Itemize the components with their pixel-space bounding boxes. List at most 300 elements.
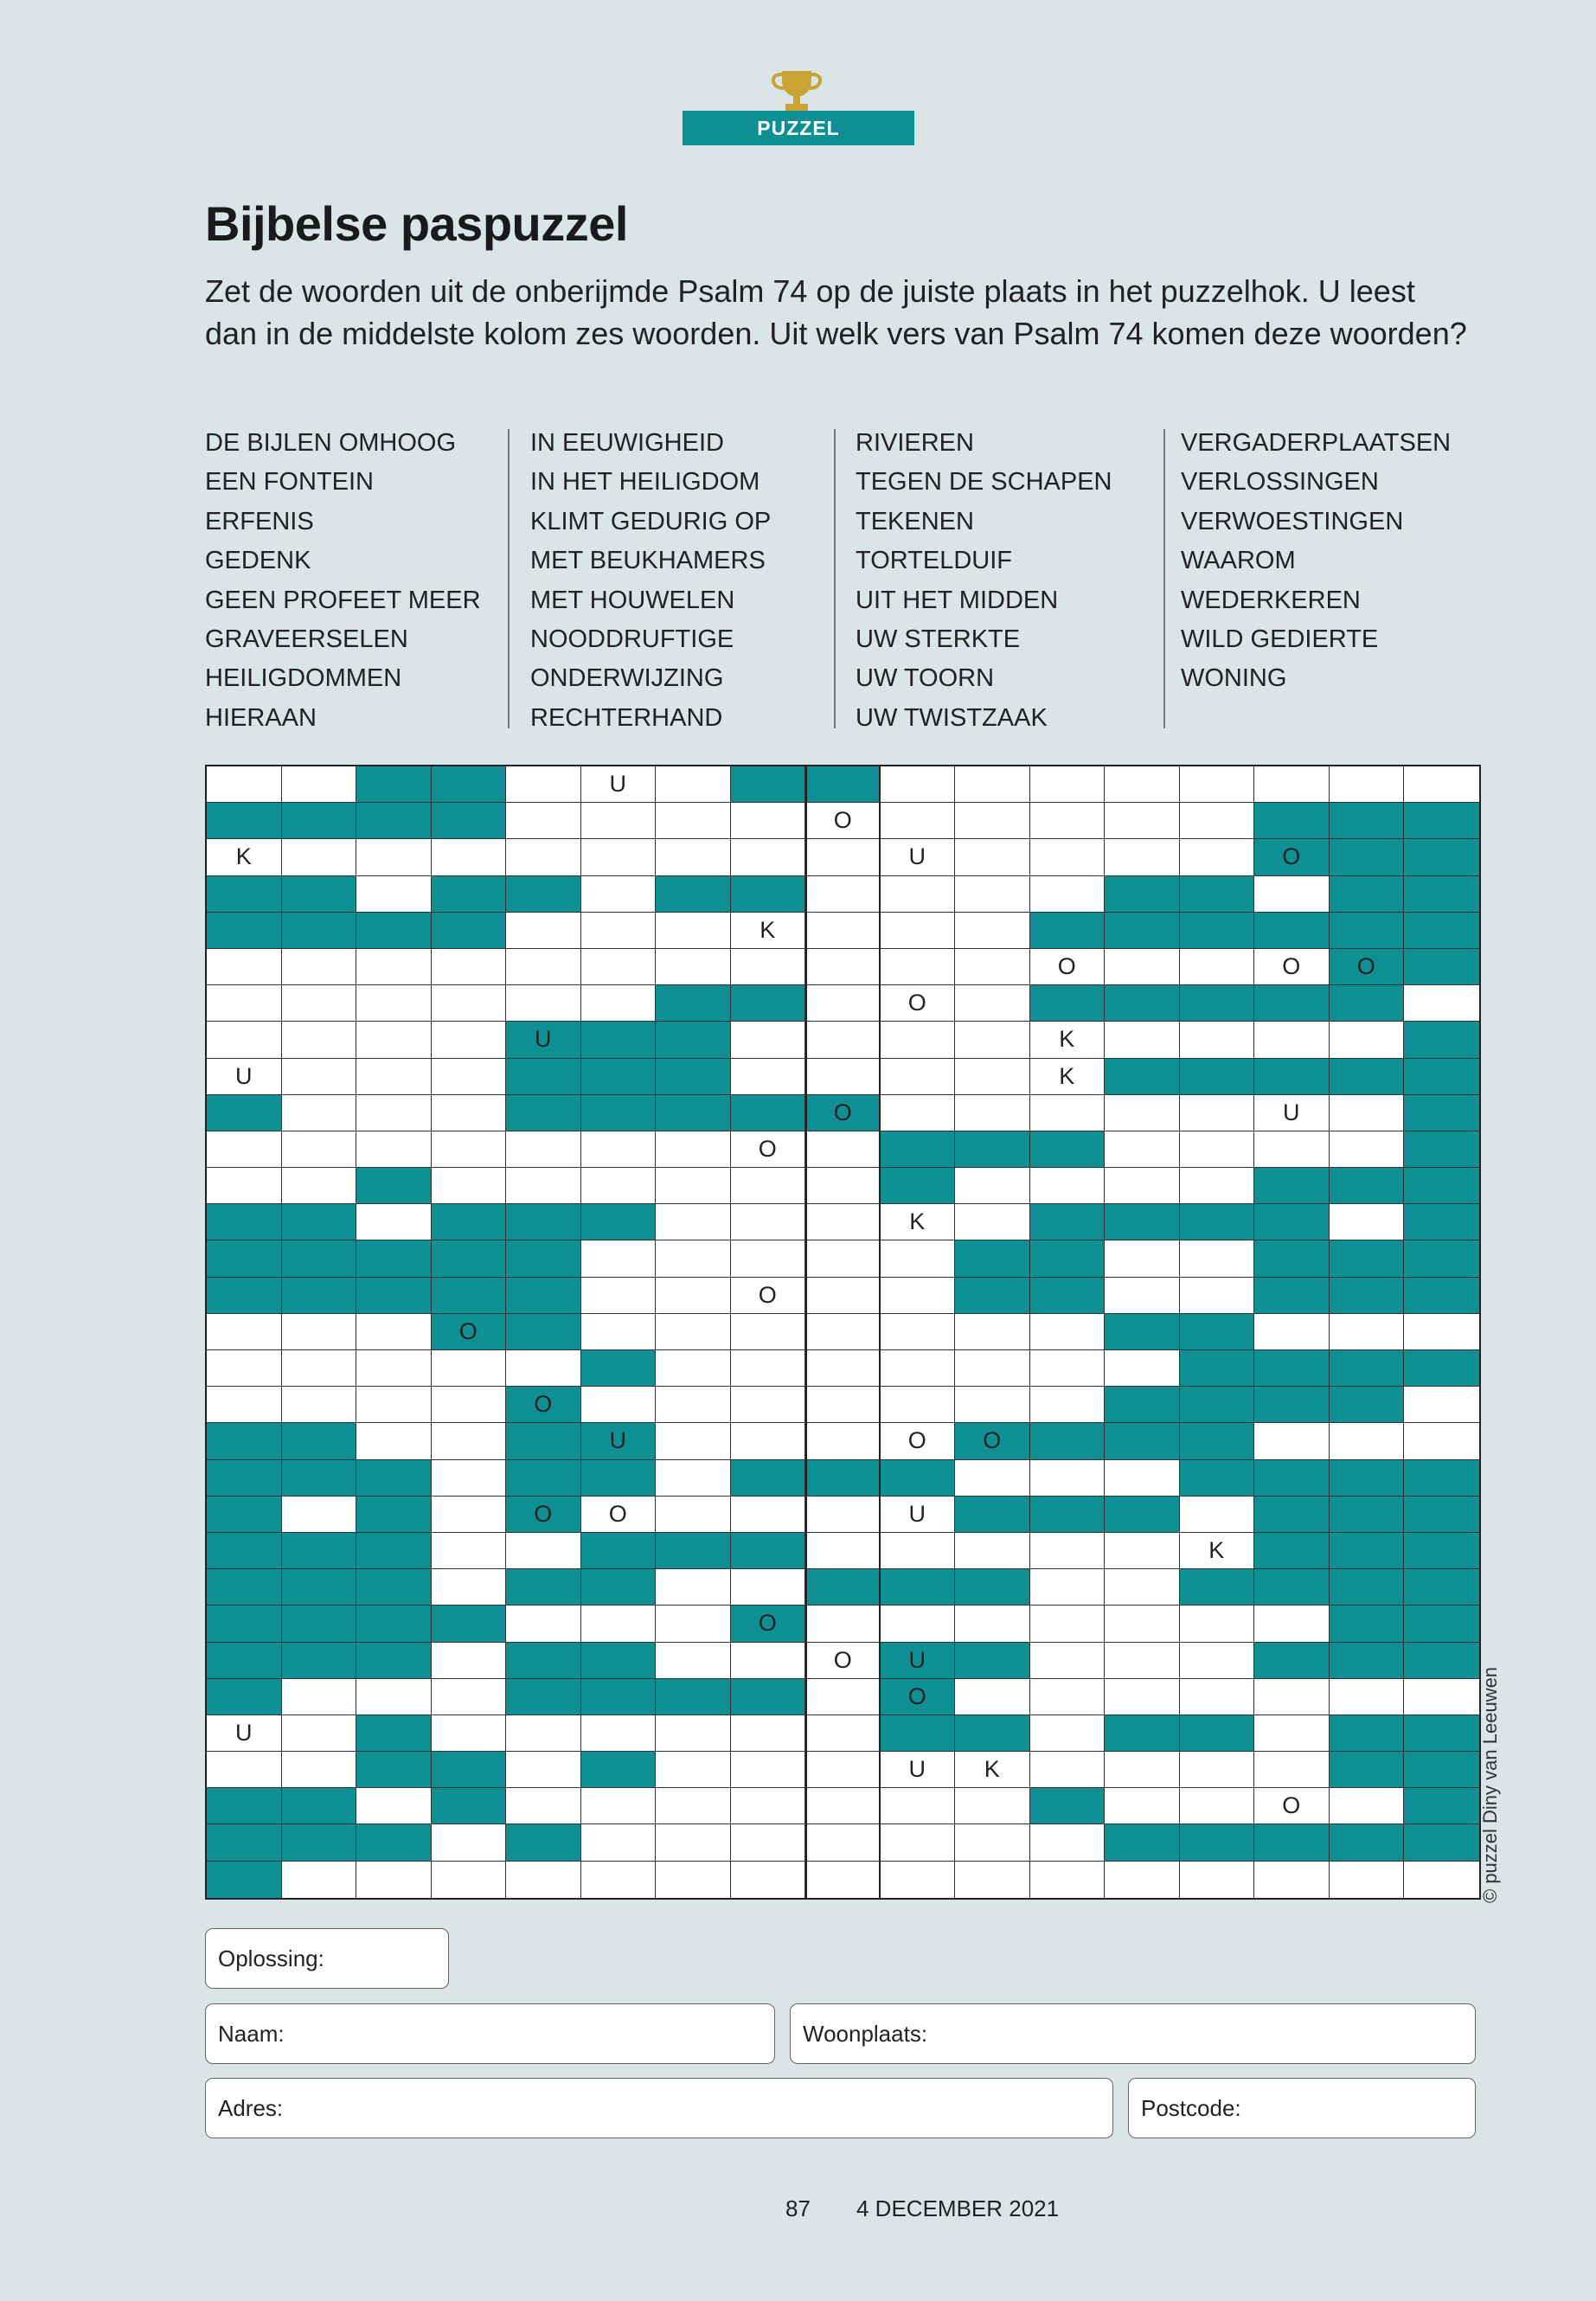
grid-cell[interactable]	[1030, 1824, 1106, 1861]
grid-cell[interactable]	[1404, 1862, 1479, 1898]
grid-cell[interactable]	[1404, 1387, 1479, 1423]
grid-cell[interactable]	[805, 1606, 881, 1642]
grid-cell[interactable]	[1030, 1752, 1106, 1788]
grid-cell[interactable]	[881, 803, 956, 839]
grid-cell[interactable]	[731, 1022, 806, 1058]
grid-cell[interactable]	[506, 1715, 581, 1752]
grid-cell[interactable]	[955, 1460, 1030, 1497]
grid-cell[interactable]	[1030, 1643, 1106, 1679]
grid-cell[interactable]	[356, 1862, 432, 1898]
grid-cell[interactable]	[731, 1824, 806, 1861]
grid-cell[interactable]	[506, 1606, 581, 1642]
grid-cell[interactable]	[656, 803, 731, 839]
grid-cell[interactable]	[207, 1168, 282, 1204]
grid-cell[interactable]	[656, 1131, 731, 1168]
grid-cell[interactable]	[955, 1204, 1030, 1240]
grid-cell[interactable]	[805, 1059, 881, 1095]
grid-cell[interactable]	[1030, 1533, 1106, 1569]
grid-cell[interactable]	[432, 1168, 507, 1204]
grid-cell[interactable]	[1254, 1862, 1330, 1898]
grid-cell[interactable]	[1030, 949, 1106, 985]
grid-cell[interactable]	[432, 949, 507, 985]
grid-cell[interactable]	[881, 1095, 956, 1131]
grid-cell[interactable]	[356, 985, 432, 1022]
grid-cell[interactable]	[1254, 1131, 1330, 1168]
grid-cell[interactable]	[955, 1059, 1030, 1095]
grid-cell[interactable]	[805, 1022, 881, 1058]
grid-cell[interactable]	[207, 1022, 282, 1058]
grid-cell[interactable]	[656, 1643, 731, 1679]
grid-cell[interactable]	[1330, 1204, 1405, 1240]
grid-cell[interactable]	[955, 1314, 1030, 1350]
grid-cell[interactable]	[1030, 1679, 1106, 1715]
grid-cell[interactable]	[1030, 1606, 1106, 1642]
grid-cell[interactable]	[805, 876, 881, 913]
grid-cell[interactable]	[282, 1314, 357, 1350]
grid-cell[interactable]	[656, 1497, 731, 1533]
grid-cell[interactable]	[1030, 876, 1106, 913]
grid-cell[interactable]	[282, 1022, 357, 1058]
grid-cell[interactable]	[1404, 1679, 1479, 1715]
address-field[interactable]	[205, 2078, 1113, 2138]
grid-cell[interactable]	[1105, 1788, 1180, 1824]
grid-cell[interactable]	[432, 1569, 507, 1606]
grid-cell[interactable]	[1404, 1314, 1479, 1350]
grid-cell[interactable]	[955, 1022, 1030, 1058]
grid-cell[interactable]	[881, 1240, 956, 1277]
grid-cell[interactable]	[506, 1533, 581, 1569]
grid-cell[interactable]	[731, 1240, 806, 1277]
grid-cell[interactable]	[207, 1131, 282, 1168]
grid-cell[interactable]	[805, 985, 881, 1022]
grid-cell[interactable]	[805, 913, 881, 949]
grid-cell[interactable]	[1030, 1460, 1106, 1497]
grid-cell[interactable]	[356, 1350, 432, 1387]
grid-cell[interactable]	[1105, 1095, 1180, 1131]
grid-cell[interactable]	[955, 839, 1030, 875]
grid-cell[interactable]	[581, 803, 657, 839]
grid-cell[interactable]	[1180, 766, 1255, 803]
grid-cell[interactable]	[731, 1643, 806, 1679]
grid-cell[interactable]	[656, 1240, 731, 1277]
grid-cell[interactable]	[207, 1059, 282, 1095]
grid-cell[interactable]	[656, 1862, 731, 1898]
grid-cell[interactable]	[506, 1862, 581, 1898]
grid-cell[interactable]	[282, 1497, 357, 1533]
grid-cell[interactable]	[432, 1423, 507, 1459]
grid-cell[interactable]	[881, 1350, 956, 1387]
grid-cell[interactable]	[1105, 1168, 1180, 1204]
grid-cell[interactable]	[731, 1350, 806, 1387]
grid-cell[interactable]	[1180, 803, 1255, 839]
grid-cell[interactable]	[731, 1569, 806, 1606]
grid-cell[interactable]	[207, 1314, 282, 1350]
grid-cell[interactable]	[207, 1387, 282, 1423]
grid-cell[interactable]	[356, 876, 432, 913]
grid-cell[interactable]	[805, 1204, 881, 1240]
grid-cell[interactable]	[656, 949, 731, 985]
grid-cell[interactable]	[1030, 1387, 1106, 1423]
grid-cell[interactable]	[581, 1278, 657, 1314]
grid-cell[interactable]	[656, 839, 731, 875]
grid-cell[interactable]	[805, 1788, 881, 1824]
grid-cell[interactable]	[731, 1278, 806, 1314]
grid-cell[interactable]	[881, 1824, 956, 1861]
grid-cell[interactable]	[1030, 1095, 1106, 1131]
grid-cell[interactable]	[282, 1387, 357, 1423]
grid-cell[interactable]	[432, 1095, 507, 1131]
grid-cell[interactable]	[1180, 1095, 1255, 1131]
grid-cell[interactable]	[1105, 1752, 1180, 1788]
grid-cell[interactable]	[1105, 1460, 1180, 1497]
grid-cell[interactable]	[881, 1059, 956, 1095]
grid-cell[interactable]	[432, 1059, 507, 1095]
grid-cell[interactable]	[506, 985, 581, 1022]
grid-cell[interactable]	[1180, 1752, 1255, 1788]
city-field[interactable]	[790, 2003, 1476, 2064]
grid-cell[interactable]	[1030, 1022, 1106, 1058]
grid-cell[interactable]	[805, 1497, 881, 1533]
grid-cell[interactable]	[731, 1204, 806, 1240]
grid-cell[interactable]	[731, 1314, 806, 1350]
grid-cell[interactable]	[1180, 1278, 1255, 1314]
grid-cell[interactable]	[581, 1862, 657, 1898]
grid-cell[interactable]	[1254, 1022, 1330, 1058]
grid-cell[interactable]	[581, 1240, 657, 1277]
grid-cell[interactable]	[881, 1204, 956, 1240]
grid-cell[interactable]	[432, 1497, 507, 1533]
grid-cell[interactable]	[881, 1314, 956, 1350]
grid-cell[interactable]	[1254, 949, 1330, 985]
grid-cell[interactable]	[282, 1059, 357, 1095]
grid-cell[interactable]	[1330, 1095, 1405, 1131]
grid-cell[interactable]	[731, 1752, 806, 1788]
grid-cell[interactable]	[1105, 1278, 1180, 1314]
grid-cell[interactable]	[955, 876, 1030, 913]
grid-cell[interactable]	[432, 1679, 507, 1715]
grid-cell[interactable]	[805, 1240, 881, 1277]
grid-cell[interactable]	[1030, 803, 1106, 839]
grid-cell[interactable]	[805, 1387, 881, 1423]
grid-cell[interactable]	[432, 1131, 507, 1168]
grid-cell[interactable]	[955, 1824, 1030, 1861]
grid-cell[interactable]	[581, 1715, 657, 1752]
grid-cell[interactable]	[805, 1824, 881, 1861]
grid-cell[interactable]	[432, 839, 507, 875]
grid-cell[interactable]	[881, 949, 956, 985]
grid-cell[interactable]	[1105, 1643, 1180, 1679]
grid-cell[interactable]	[1030, 1569, 1106, 1606]
grid-cell[interactable]	[955, 766, 1030, 803]
grid-cell[interactable]	[1030, 839, 1106, 875]
grid-cell[interactable]	[955, 1862, 1030, 1898]
grid-cell[interactable]	[1105, 803, 1180, 839]
grid-cell[interactable]	[282, 839, 357, 875]
grid-cell[interactable]	[207, 1350, 282, 1387]
name-field[interactable]	[205, 2003, 775, 2064]
grid-cell[interactable]	[1030, 1862, 1106, 1898]
grid-cell[interactable]	[805, 1752, 881, 1788]
grid-cell[interactable]	[955, 1350, 1030, 1387]
grid-cell[interactable]	[1180, 1022, 1255, 1058]
grid-cell[interactable]	[1330, 1423, 1405, 1459]
grid-cell[interactable]	[1180, 839, 1255, 875]
grid-cell[interactable]	[1105, 1131, 1180, 1168]
grid-cell[interactable]	[1330, 1862, 1405, 1898]
grid-cell[interactable]	[1404, 766, 1479, 803]
grid-cell[interactable]	[955, 1752, 1030, 1788]
grid-cell[interactable]	[656, 1204, 731, 1240]
grid-cell[interactable]	[356, 1022, 432, 1058]
grid-cell[interactable]	[955, 1095, 1030, 1131]
grid-cell[interactable]	[731, 1387, 806, 1423]
grid-cell[interactable]	[1030, 1168, 1106, 1204]
grid-cell[interactable]	[356, 839, 432, 875]
grid-cell[interactable]	[656, 913, 731, 949]
grid-cell[interactable]	[731, 1497, 806, 1533]
grid-cell[interactable]	[282, 949, 357, 985]
grid-cell[interactable]	[506, 949, 581, 985]
grid-cell[interactable]	[731, 1715, 806, 1752]
grid-cell[interactable]	[1330, 1788, 1405, 1824]
grid-cell[interactable]	[432, 1715, 507, 1752]
grid-cell[interactable]	[881, 1423, 956, 1459]
grid-cell[interactable]	[881, 1606, 956, 1642]
grid-cell[interactable]	[432, 1022, 507, 1058]
grid-cell[interactable]	[805, 1131, 881, 1168]
grid-cell[interactable]	[805, 1643, 881, 1679]
grid-cell[interactable]	[581, 949, 657, 985]
grid-cell[interactable]	[432, 985, 507, 1022]
grid-cell[interactable]	[805, 1862, 881, 1898]
grid-cell[interactable]	[1030, 1350, 1106, 1387]
grid-cell[interactable]	[1105, 1606, 1180, 1642]
grid-cell[interactable]	[1254, 766, 1330, 803]
grid-cell[interactable]	[356, 1131, 432, 1168]
grid-cell[interactable]	[1180, 1533, 1255, 1569]
grid-cell[interactable]	[955, 803, 1030, 839]
grid-cell[interactable]	[581, 1824, 657, 1861]
grid-cell[interactable]	[656, 1752, 731, 1788]
grid-cell[interactable]	[881, 876, 956, 913]
grid-cell[interactable]	[805, 803, 881, 839]
grid-cell[interactable]	[356, 1314, 432, 1350]
grid-cell[interactable]	[282, 1131, 357, 1168]
grid-cell[interactable]	[581, 766, 657, 803]
grid-cell[interactable]	[656, 1788, 731, 1824]
grid-cell[interactable]	[881, 1533, 956, 1569]
grid-cell[interactable]	[356, 1059, 432, 1095]
grid-cell[interactable]	[955, 1387, 1030, 1423]
grid-cell[interactable]	[881, 839, 956, 875]
grid-cell[interactable]	[656, 1278, 731, 1314]
grid-cell[interactable]	[656, 1423, 731, 1459]
grid-cell[interactable]	[955, 1168, 1030, 1204]
grid-cell[interactable]	[282, 1168, 357, 1204]
grid-cell[interactable]	[282, 1752, 357, 1788]
grid-cell[interactable]	[1180, 1679, 1255, 1715]
grid-cell[interactable]	[432, 1533, 507, 1569]
grid-cell[interactable]	[1105, 949, 1180, 985]
grid-cell[interactable]	[432, 1824, 507, 1861]
grid-cell[interactable]	[1105, 1240, 1180, 1277]
grid-cell[interactable]	[356, 949, 432, 985]
grid-cell[interactable]	[356, 1387, 432, 1423]
grid-cell[interactable]	[1180, 1240, 1255, 1277]
grid-cell[interactable]	[656, 1168, 731, 1204]
grid-cell[interactable]	[1254, 1752, 1330, 1788]
grid-cell[interactable]	[1254, 1423, 1330, 1459]
grid-cell[interactable]	[731, 839, 806, 875]
grid-cell[interactable]	[432, 1460, 507, 1497]
grid-cell[interactable]	[656, 1387, 731, 1423]
grid-cell[interactable]	[356, 1423, 432, 1459]
grid-cell[interactable]	[506, 913, 581, 949]
grid-cell[interactable]	[955, 985, 1030, 1022]
grid-cell[interactable]	[881, 1497, 956, 1533]
grid-cell[interactable]	[731, 1059, 806, 1095]
grid-cell[interactable]	[881, 1278, 956, 1314]
grid-cell[interactable]	[207, 985, 282, 1022]
grid-cell[interactable]	[955, 1533, 1030, 1569]
grid-cell[interactable]	[805, 1278, 881, 1314]
grid-cell[interactable]	[1105, 1569, 1180, 1606]
grid-cell[interactable]	[432, 1862, 507, 1898]
grid-cell[interactable]	[282, 1862, 357, 1898]
grid-cell[interactable]	[581, 1168, 657, 1204]
grid-cell[interactable]	[881, 985, 956, 1022]
grid-cell[interactable]	[805, 1679, 881, 1715]
grid-cell[interactable]	[805, 1168, 881, 1204]
grid-cell[interactable]	[1254, 1095, 1330, 1131]
grid-cell[interactable]	[1254, 876, 1330, 913]
grid-cell[interactable]	[581, 1497, 657, 1533]
grid-cell[interactable]	[955, 949, 1030, 985]
grid-cell[interactable]	[1105, 1679, 1180, 1715]
grid-cell[interactable]	[1105, 1862, 1180, 1898]
grid-cell[interactable]	[1105, 839, 1180, 875]
grid-cell[interactable]	[432, 1387, 507, 1423]
grid-cell[interactable]	[356, 1095, 432, 1131]
grid-cell[interactable]	[282, 1095, 357, 1131]
grid-cell[interactable]	[731, 1788, 806, 1824]
grid-cell[interactable]	[581, 1788, 657, 1824]
grid-cell[interactable]	[1180, 949, 1255, 985]
grid-cell[interactable]	[731, 1423, 806, 1459]
grid-cell[interactable]	[1330, 1022, 1405, 1058]
grid-cell[interactable]	[656, 1824, 731, 1861]
grid-cell[interactable]	[282, 1679, 357, 1715]
grid-cell[interactable]	[207, 1752, 282, 1788]
grid-cell[interactable]	[282, 766, 357, 803]
solution-field[interactable]	[205, 1928, 449, 1989]
grid-cell[interactable]	[432, 1643, 507, 1679]
grid-cell[interactable]	[1030, 766, 1106, 803]
grid-cell[interactable]	[656, 1314, 731, 1350]
grid-cell[interactable]	[432, 1350, 507, 1387]
grid-cell[interactable]	[731, 949, 806, 985]
grid-cell[interactable]	[581, 1387, 657, 1423]
grid-cell[interactable]	[1254, 1314, 1330, 1350]
grid-cell[interactable]	[805, 949, 881, 985]
grid-cell[interactable]	[881, 1022, 956, 1058]
grid-cell[interactable]	[581, 839, 657, 875]
grid-cell[interactable]	[656, 1715, 731, 1752]
grid-cell[interactable]	[1180, 1131, 1255, 1168]
grid-cell[interactable]	[881, 1788, 956, 1824]
grid-cell[interactable]	[1254, 1715, 1330, 1752]
grid-cell[interactable]	[955, 1679, 1030, 1715]
grid-cell[interactable]	[1180, 1862, 1255, 1898]
grid-cell[interactable]	[656, 1460, 731, 1497]
grid-cell[interactable]	[581, 1606, 657, 1642]
grid-cell[interactable]	[581, 1314, 657, 1350]
grid-cell[interactable]	[731, 913, 806, 949]
grid-cell[interactable]	[581, 1131, 657, 1168]
grid-cell[interactable]	[1404, 985, 1479, 1022]
grid-cell[interactable]	[207, 949, 282, 985]
grid-cell[interactable]	[1404, 1423, 1479, 1459]
grid-cell[interactable]	[1254, 1788, 1330, 1824]
grid-cell[interactable]	[581, 985, 657, 1022]
grid-cell[interactable]	[731, 1862, 806, 1898]
grid-cell[interactable]	[207, 766, 282, 803]
grid-cell[interactable]	[1180, 1788, 1255, 1824]
grid-cell[interactable]	[1330, 1679, 1405, 1715]
grid-cell[interactable]	[1254, 1679, 1330, 1715]
grid-cell[interactable]	[356, 1788, 432, 1824]
grid-cell[interactable]	[955, 913, 1030, 949]
grid-cell[interactable]	[506, 1350, 581, 1387]
grid-cell[interactable]	[881, 1387, 956, 1423]
grid-cell[interactable]	[506, 1168, 581, 1204]
grid-cell[interactable]	[356, 1679, 432, 1715]
grid-cell[interactable]	[207, 839, 282, 875]
grid-cell[interactable]	[581, 913, 657, 949]
grid-cell[interactable]	[805, 1350, 881, 1387]
grid-cell[interactable]	[1254, 1606, 1330, 1642]
grid-cell[interactable]	[881, 766, 956, 803]
grid-cell[interactable]	[656, 1569, 731, 1606]
grid-cell[interactable]	[731, 1168, 806, 1204]
postcode-field[interactable]	[1128, 2078, 1476, 2138]
grid-cell[interactable]	[805, 1715, 881, 1752]
grid-cell[interactable]	[731, 1131, 806, 1168]
grid-cell[interactable]	[282, 985, 357, 1022]
grid-cell[interactable]	[1030, 1059, 1106, 1095]
grid-cell[interactable]	[506, 803, 581, 839]
grid-cell[interactable]	[1105, 766, 1180, 803]
grid-cell[interactable]	[805, 1423, 881, 1459]
grid-cell[interactable]	[1030, 1314, 1106, 1350]
grid-cell[interactable]	[656, 1606, 731, 1642]
grid-cell[interactable]	[1030, 1715, 1106, 1752]
grid-cell[interactable]	[506, 1752, 581, 1788]
grid-cell[interactable]	[282, 1350, 357, 1387]
grid-cell[interactable]	[506, 766, 581, 803]
grid-cell[interactable]	[506, 1788, 581, 1824]
grid-cell[interactable]	[955, 1606, 1030, 1642]
grid-cell[interactable]	[955, 1788, 1030, 1824]
grid-cell[interactable]	[1180, 1497, 1255, 1533]
grid-cell[interactable]	[1180, 1643, 1255, 1679]
grid-cell[interactable]	[805, 1533, 881, 1569]
grid-cell[interactable]	[805, 1314, 881, 1350]
grid-cell[interactable]	[1330, 1314, 1405, 1350]
grid-cell[interactable]	[1105, 1533, 1180, 1569]
grid-cell[interactable]	[1330, 766, 1405, 803]
grid-cell[interactable]	[656, 1350, 731, 1387]
